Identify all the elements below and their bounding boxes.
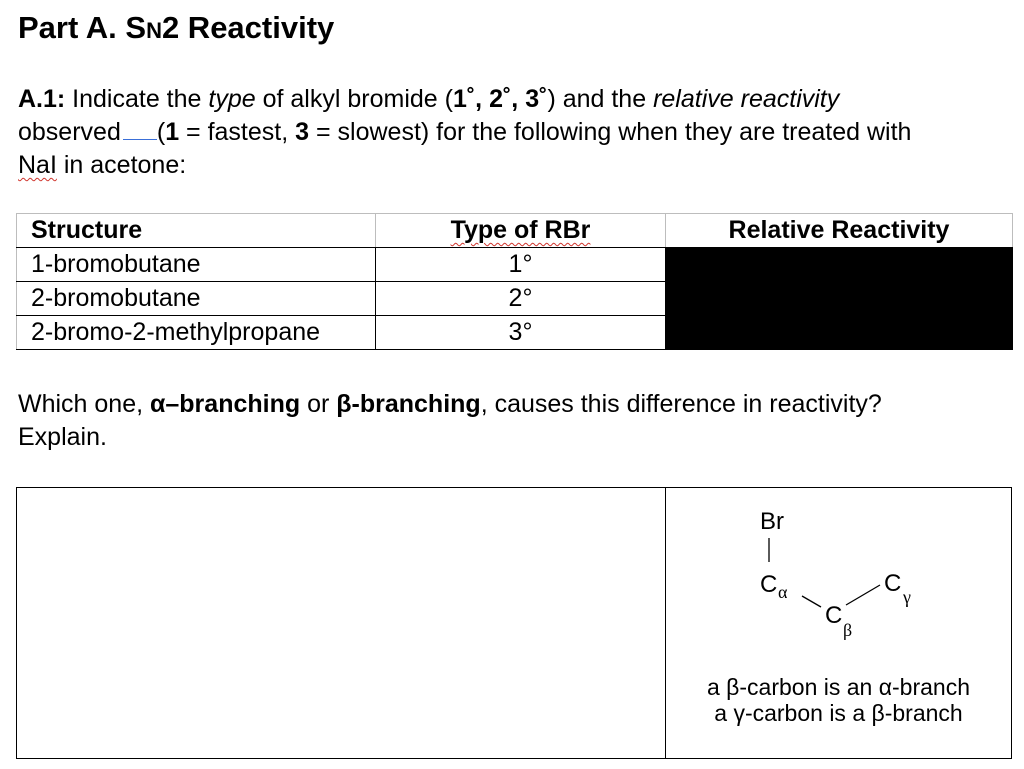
header-reactivity: Relative Reactivity	[666, 214, 1013, 248]
carbon-gamma-label: C	[884, 570, 902, 597]
caption-gamma: a γ-carbon is a β-branch	[714, 700, 963, 726]
bond-alpha-beta	[802, 596, 821, 607]
header-type: Type of RBr	[376, 214, 666, 248]
page-title: Part A. SN2 Reactivity	[18, 10, 335, 45]
structure-cell: 1-bromobutane	[17, 248, 376, 282]
table-row	[17, 248, 1013, 282]
carbon-alpha-label: C	[760, 571, 778, 598]
table-row	[17, 282, 1013, 316]
table-row	[17, 316, 1013, 350]
table-header-row	[17, 214, 1013, 248]
alpha-subscript: α	[778, 582, 788, 602]
type-cell[interactable]: 3°	[376, 316, 666, 350]
bromine-label: Br	[760, 508, 784, 535]
reactivity-cell-redacted[interactable]	[666, 282, 1013, 316]
answer-box	[16, 487, 1012, 759]
carbon-beta-label: C	[825, 602, 843, 629]
question-label: A.1:	[18, 85, 66, 113]
question-branching: Which one, α–branching or β-branching, causes this difference in reactivity? Explain.	[18, 390, 882, 451]
structure-cell: 2-bromobutane	[17, 282, 376, 316]
branching-diagram	[666, 488, 1011, 758]
structure-cell: 2-bromo-2-methylpropane	[17, 316, 376, 350]
question-a1: A.1: Indicate the type of alkyl bromide (1˚, 2˚, 3˚) and the relative reactivity observed (1 = fastest, 3 = slowest) for the following when they are treated with NaI in acetone:	[18, 85, 912, 179]
blank-underline	[123, 117, 157, 140]
spellcheck-word: NaI	[18, 151, 57, 179]
caption-beta: a β-carbon is an α-branch	[706, 674, 971, 700]
type-cell[interactable]: 2°	[376, 282, 666, 316]
reactivity-table	[16, 213, 1013, 350]
header-structure: Structure	[17, 214, 376, 248]
reactivity-cell-redacted[interactable]	[666, 248, 1013, 282]
beta-subscript: β	[843, 620, 853, 640]
answer-input-area[interactable]	[17, 488, 666, 758]
bond-beta-gamma	[846, 585, 880, 605]
reactivity-cell-redacted[interactable]	[666, 316, 1013, 350]
type-cell[interactable]: 1°	[376, 248, 666, 282]
gamma-subscript: γ	[903, 587, 911, 607]
